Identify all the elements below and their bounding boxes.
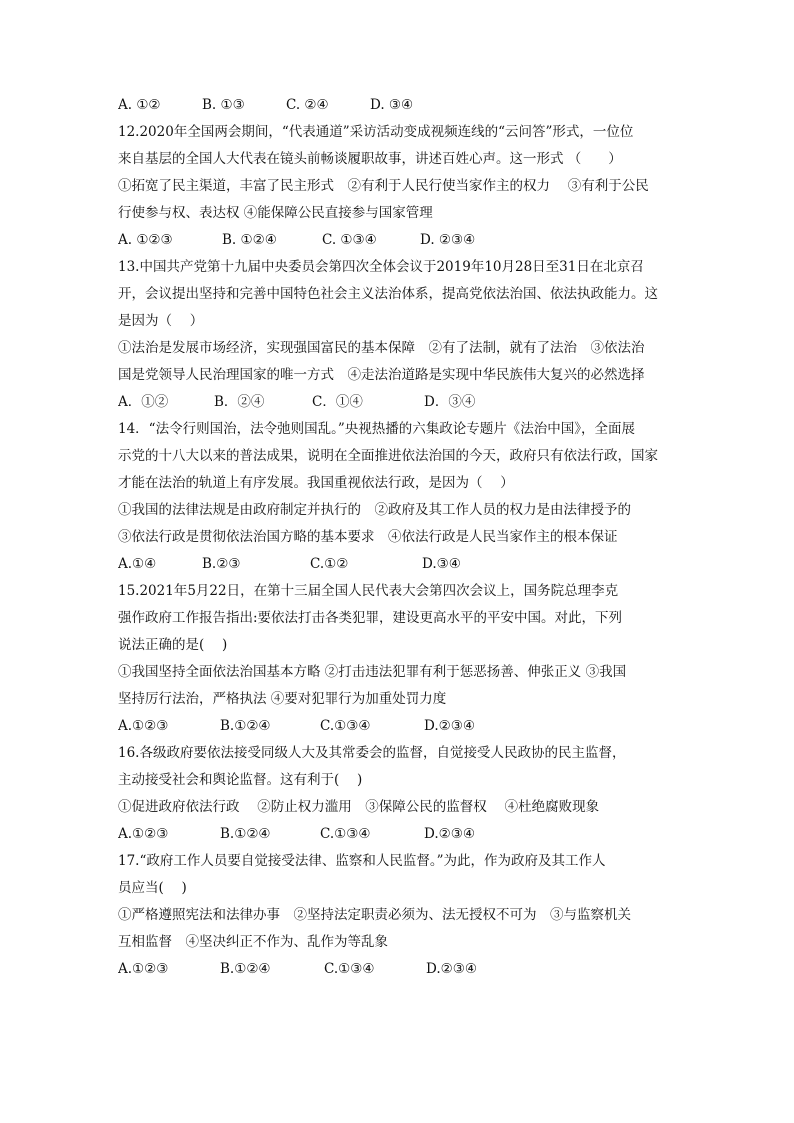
text-line: 互相监督 ④坚决纠正不作为、乱作为等乱象 xyxy=(118,934,388,950)
answer-option: D.②③④ xyxy=(424,826,475,842)
text-line: 示党的十八大以来的普法成果，说明在全面推进依法治国的今天，政府只有依法行政，国家 xyxy=(118,448,658,464)
text-line: 17.“政府工作人员要自觉接受法律、监察和人民监督。”为此，作为政府及其工作人 xyxy=(118,853,606,869)
answer-option: B.①②④ xyxy=(220,826,271,842)
text-line: ①我国坚持全面依法治国基本方略 ②打击违法犯罪有利于惩恶扬善、伸张正义 ③我国 xyxy=(118,664,627,680)
answer-option: D.②③④ xyxy=(426,961,477,977)
text-line: 坚持厉行法治，严格执法 ④要对犯罪行为加重处罚力度 xyxy=(118,691,447,707)
answer-option: C. ②④ xyxy=(286,97,329,113)
answer-option: B.①②④ xyxy=(220,961,271,977)
answer-option: B.②③ xyxy=(202,556,241,572)
text-line: 员应当( ) xyxy=(118,880,187,896)
text-line: 13.中国共产党第十九届中央委员会第四次全体会议于2019年10月28日至31日在北京召 xyxy=(118,259,644,275)
text-line: 12.2020年全国两会期间，“代表通道”采访活动变成视频连线的“云问答”形式，一位位 xyxy=(118,124,634,140)
answer-option: B. ①③ xyxy=(202,97,245,113)
text-line: 16.各级政府要依法接受同级人大及其常委会的监督，自觉接受人民政协的民主监督， xyxy=(118,745,626,761)
answer-option: C.①② xyxy=(310,556,349,572)
answer-option: D．③④ xyxy=(424,394,476,410)
text-line: 主动接受社会和舆论监督。这有利于( ) xyxy=(118,772,363,788)
answer-option: C．①④ xyxy=(312,394,363,410)
answer-option: C.①③④ xyxy=(324,961,375,977)
answer-option: A.①②③ xyxy=(118,718,169,734)
answer-options xyxy=(118,389,678,416)
answer-option: C. ①③④ xyxy=(322,232,377,248)
answer-options xyxy=(118,821,678,848)
text-line: 14．“法令行则国治，法令弛则国乱。”央视热播的六集政论专题片《法治中国》，全面展 xyxy=(118,421,635,437)
text-line: ①我国的法律法规是由政府制定并执行的 ②政府及其工作人员的权力是由法律授予的 xyxy=(118,502,631,518)
text-line: 开，会议提出坚持和完善中国特色社会主义法治体系，提高党依法治国、依法执政能力。这 xyxy=(118,286,658,302)
text-line: 强作政府工作报告指出:要依法打击各类犯罪，建设更高水平的平安中国。对此，下列 xyxy=(118,610,623,626)
answer-options xyxy=(118,92,678,119)
text-line: 说法正确的是( ) xyxy=(118,637,228,653)
answer-option: A.①②③ xyxy=(118,826,169,842)
answer-option: B．②④ xyxy=(214,394,265,410)
answer-options xyxy=(118,227,678,254)
answer-option: A. ①②③ xyxy=(118,232,173,248)
answer-option: D. ③④ xyxy=(370,97,414,113)
text-line: 15.2021年5月22日，在第十三届全国人民代表大会第四次会议上，国务院总理李克 xyxy=(118,583,619,599)
answer-option: A．①② xyxy=(118,394,169,410)
text-line: 是因为（ ） xyxy=(118,313,204,329)
answer-option: A. ①② xyxy=(118,97,161,113)
exam-page xyxy=(118,92,678,983)
text-line: ③依法行政是贯彻依法治国方略的基本要求 ④依法行政是人民当家作主的根本保证 xyxy=(118,529,618,545)
answer-options xyxy=(118,956,678,983)
text-line: 行使参与权、表达权 ④能保障公民直接参与国家管理 xyxy=(118,205,433,221)
answer-option: C.①③④ xyxy=(320,826,371,842)
answer-option: A.①②③ xyxy=(118,961,169,977)
text-line: 才能在法治的轨道上有序发展。我国重视依法行政，是因为（ ） xyxy=(118,475,514,491)
text-line: ①促进政府依法行政 ②防止权力滥用 ③保障公民的监督权 ④杜绝腐败现象 xyxy=(118,799,600,815)
answer-option: A.①④ xyxy=(118,556,157,572)
answer-options xyxy=(118,551,678,578)
answer-option: B.①②④ xyxy=(220,718,271,734)
text-line: ①严格遵照宪法和法律办事 ②坚持法定职责必须为、法无授权不可为 ③与监察机关 xyxy=(118,907,631,923)
text-line: ①法治是发展市场经济，实现强国富民的基本保障 ②有了法制，就有了法治 ③依法治 xyxy=(118,340,645,356)
answer-option: D.③④ xyxy=(422,556,461,572)
answer-option: C.①③④ xyxy=(320,718,371,734)
text-line: ①拓宽了民主渠道，丰富了民主形式 ②有利于人民行使当家作主的权力 ③有利于公民 xyxy=(118,178,649,194)
text-line: 来自基层的全国人大代表在镜头前畅谈履职故事，讲述百姓心声。这一形式 （ ） xyxy=(118,151,622,167)
answer-options xyxy=(118,713,678,740)
answer-option: B. ①②④ xyxy=(222,232,277,248)
answer-option: D.②③④ xyxy=(424,718,475,734)
text-line: 国是党领导人民治理国家的唯一方式 ④走法治道路是实现中华民族伟大复兴的必然选择 xyxy=(118,367,645,383)
answer-option: D. ②③④ xyxy=(420,232,476,248)
